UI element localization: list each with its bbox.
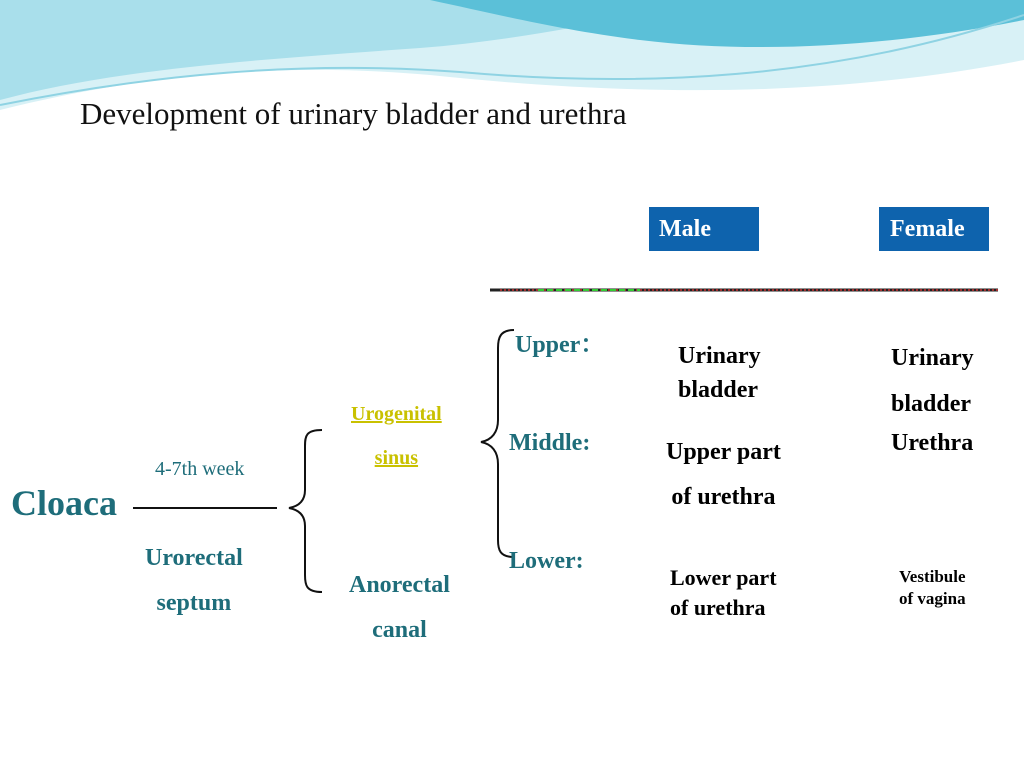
septum-line-2: septum: [156, 590, 232, 616]
male-lower-line-2: of urethra: [670, 595, 766, 620]
left-brace: [289, 430, 322, 592]
female-lower-line-2: of vagina: [899, 589, 966, 608]
male-header-label: Male: [659, 215, 711, 242]
urogenital-line-1: Urogenital: [351, 403, 442, 425]
male-lower-line-1: Lower part: [670, 565, 777, 590]
male-upper-cell: [678, 339, 761, 407]
cloaca-label: Cloaca: [11, 483, 117, 523]
anorectal-canal-label: [349, 563, 450, 653]
female-lower-line-1: Vestibule: [899, 567, 966, 586]
male-middle-cell: [666, 430, 781, 520]
male-upper-line-2: bladder: [678, 377, 759, 403]
urorectal-septum-label: [145, 536, 243, 626]
slide-title: Development of urinary bladder and urethra: [80, 96, 627, 131]
male-middle-line-2: of urethra: [671, 484, 776, 510]
female-header-label: Female: [890, 215, 965, 242]
female-upper-cell: [891, 335, 974, 427]
male-upper-line-1: Urinary: [678, 343, 761, 369]
female-middle-cell: Urethra: [891, 430, 974, 456]
male-lower-cell: [670, 563, 777, 623]
female-upper-line-2: bladder: [891, 391, 972, 417]
female-column-header: [879, 207, 989, 251]
female-lower-cell: [899, 566, 966, 610]
region-lower-label: Lower:: [509, 548, 584, 574]
urogenital-sinus-label: [351, 392, 442, 480]
septum-line-1: Urorectal: [145, 545, 243, 571]
female-upper-line-1: Urinary: [891, 345, 974, 371]
male-middle-line-1: Upper part: [666, 439, 781, 465]
anorectal-line-2: canal: [372, 617, 427, 643]
region-middle-label: Middle:: [509, 430, 591, 456]
urogenital-line-2: sinus: [374, 447, 419, 469]
anorectal-line-1: Anorectal: [349, 572, 450, 598]
week-label: 4-7th week: [155, 458, 245, 480]
male-column-header: [649, 207, 759, 251]
region-upper-label: Upper：: [515, 332, 605, 358]
